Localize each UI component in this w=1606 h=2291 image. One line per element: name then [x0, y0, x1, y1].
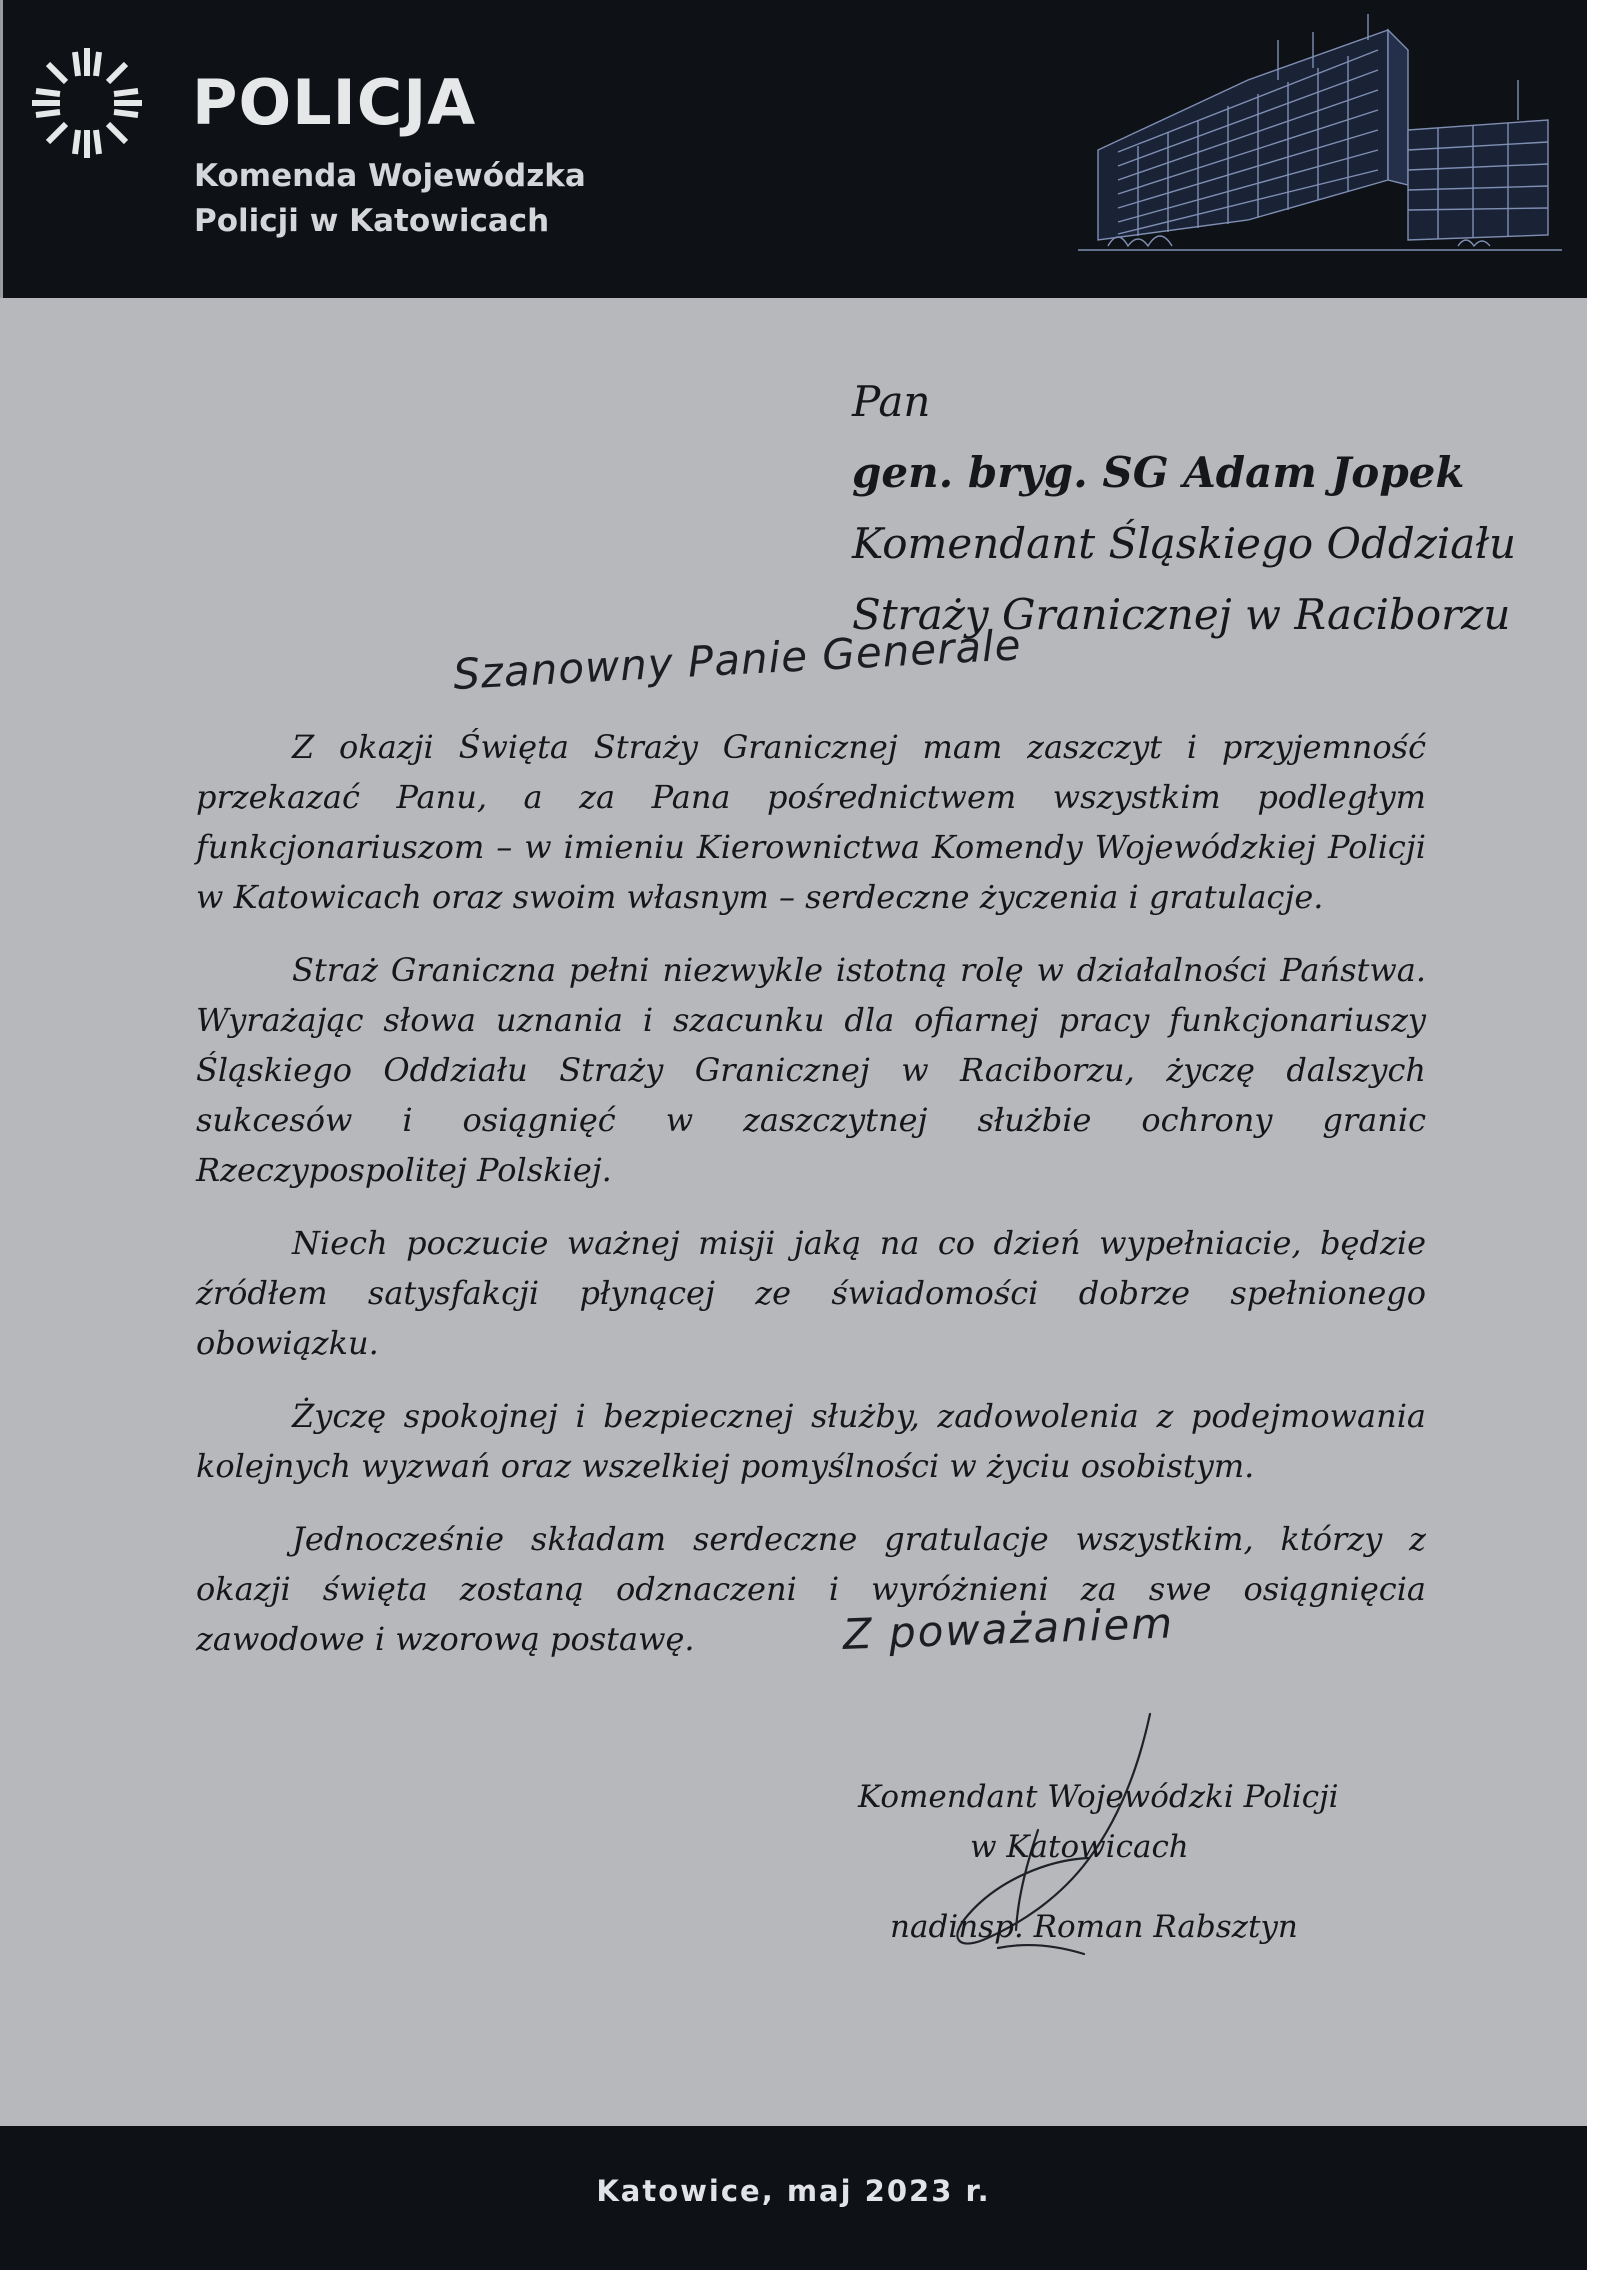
brand-name: POLICJA	[192, 66, 477, 139]
paragraph-2: Straż Graniczna pełni niezwykle istotną rolę w działalności Państwa. Wyrażając słowa uznania i szacunku dla ofiarnej pracy funkcjonariuszy Śląskiego Oddziału Straży Granicznej w Raciborzu, życzę dalszych sukcesów i osiągnięć w zaszczytnej służbie ochrony granic Rzeczypospolitej Polskiej.	[196, 951, 1426, 1189]
place-and-date: Katowice, maj 2023 r.	[596, 2174, 991, 2208]
addressee-name: gen. bryg. SG Adam Jopek	[852, 448, 1465, 497]
scan-edge	[0, 0, 3, 298]
letterhead	[0, 0, 1587, 298]
addressee-unit: Straży Granicznej w Raciborzu	[852, 590, 1511, 639]
unit-line-2: Policji w Katowicach	[194, 203, 550, 239]
paragraph-5: Jednocześnie składam serdeczne gratulacje wszystkim, którzy z okazji święta zostaną odznaczeni i wyróżnieni za swe osiągnięcia zawodowe i wzorową postawę.	[196, 1520, 1426, 1658]
signature-block	[858, 1772, 1339, 1952]
handwritten-salutation: Szanowny Panie Generale	[452, 620, 1023, 699]
signatory-title: Komendant Wojewódzki Policji	[858, 1779, 1339, 1815]
signatory-city: w Katowicach	[970, 1829, 1189, 1865]
headquarters-building-icon	[1078, 10, 1562, 270]
paragraph-1: Z okazji Święta Straży Granicznej mam zaszczyt i przyjemność przekazać Panu, a za Pana pośrednictwem wszystkim podległym funkcjonariuszom – w imieniu Kierownictwa Komendy Wojewódzkiej Policji w Katowicach oraz swoim własnym – serdeczne życzenia i gratulacje.	[196, 728, 1426, 916]
addressee-salutation-word: Pan	[852, 377, 931, 426]
letter-footer	[0, 2126, 1587, 2270]
unit-line-1: Komenda Wojewódzka	[194, 158, 586, 194]
handwritten-closing: Z poważaniem	[842, 1598, 1175, 1659]
police-star-icon	[26, 42, 148, 164]
unit-name	[194, 154, 586, 244]
addressee-block	[852, 366, 1516, 650]
signatory-name: nadinsp. Roman Rabsztyn	[890, 1909, 1298, 1945]
paragraph-4: Życzę spokojnej i bezpiecznej służby, zadowolenia z podejmowania kolejnych wyzwań oraz wszelkiej pomyślności w życiu osobistym.	[196, 1397, 1426, 1485]
addressee-position: Komendant Śląskiego Oddziału	[852, 519, 1517, 568]
letter-body	[196, 722, 1426, 1687]
paragraph-3: Niech poczucie ważnej misji jaką na co dzień wypełniacie, będzie źródłem satysfakcji płynącej ze świadomości dobrze spełnionego obowiązku.	[196, 1224, 1426, 1362]
